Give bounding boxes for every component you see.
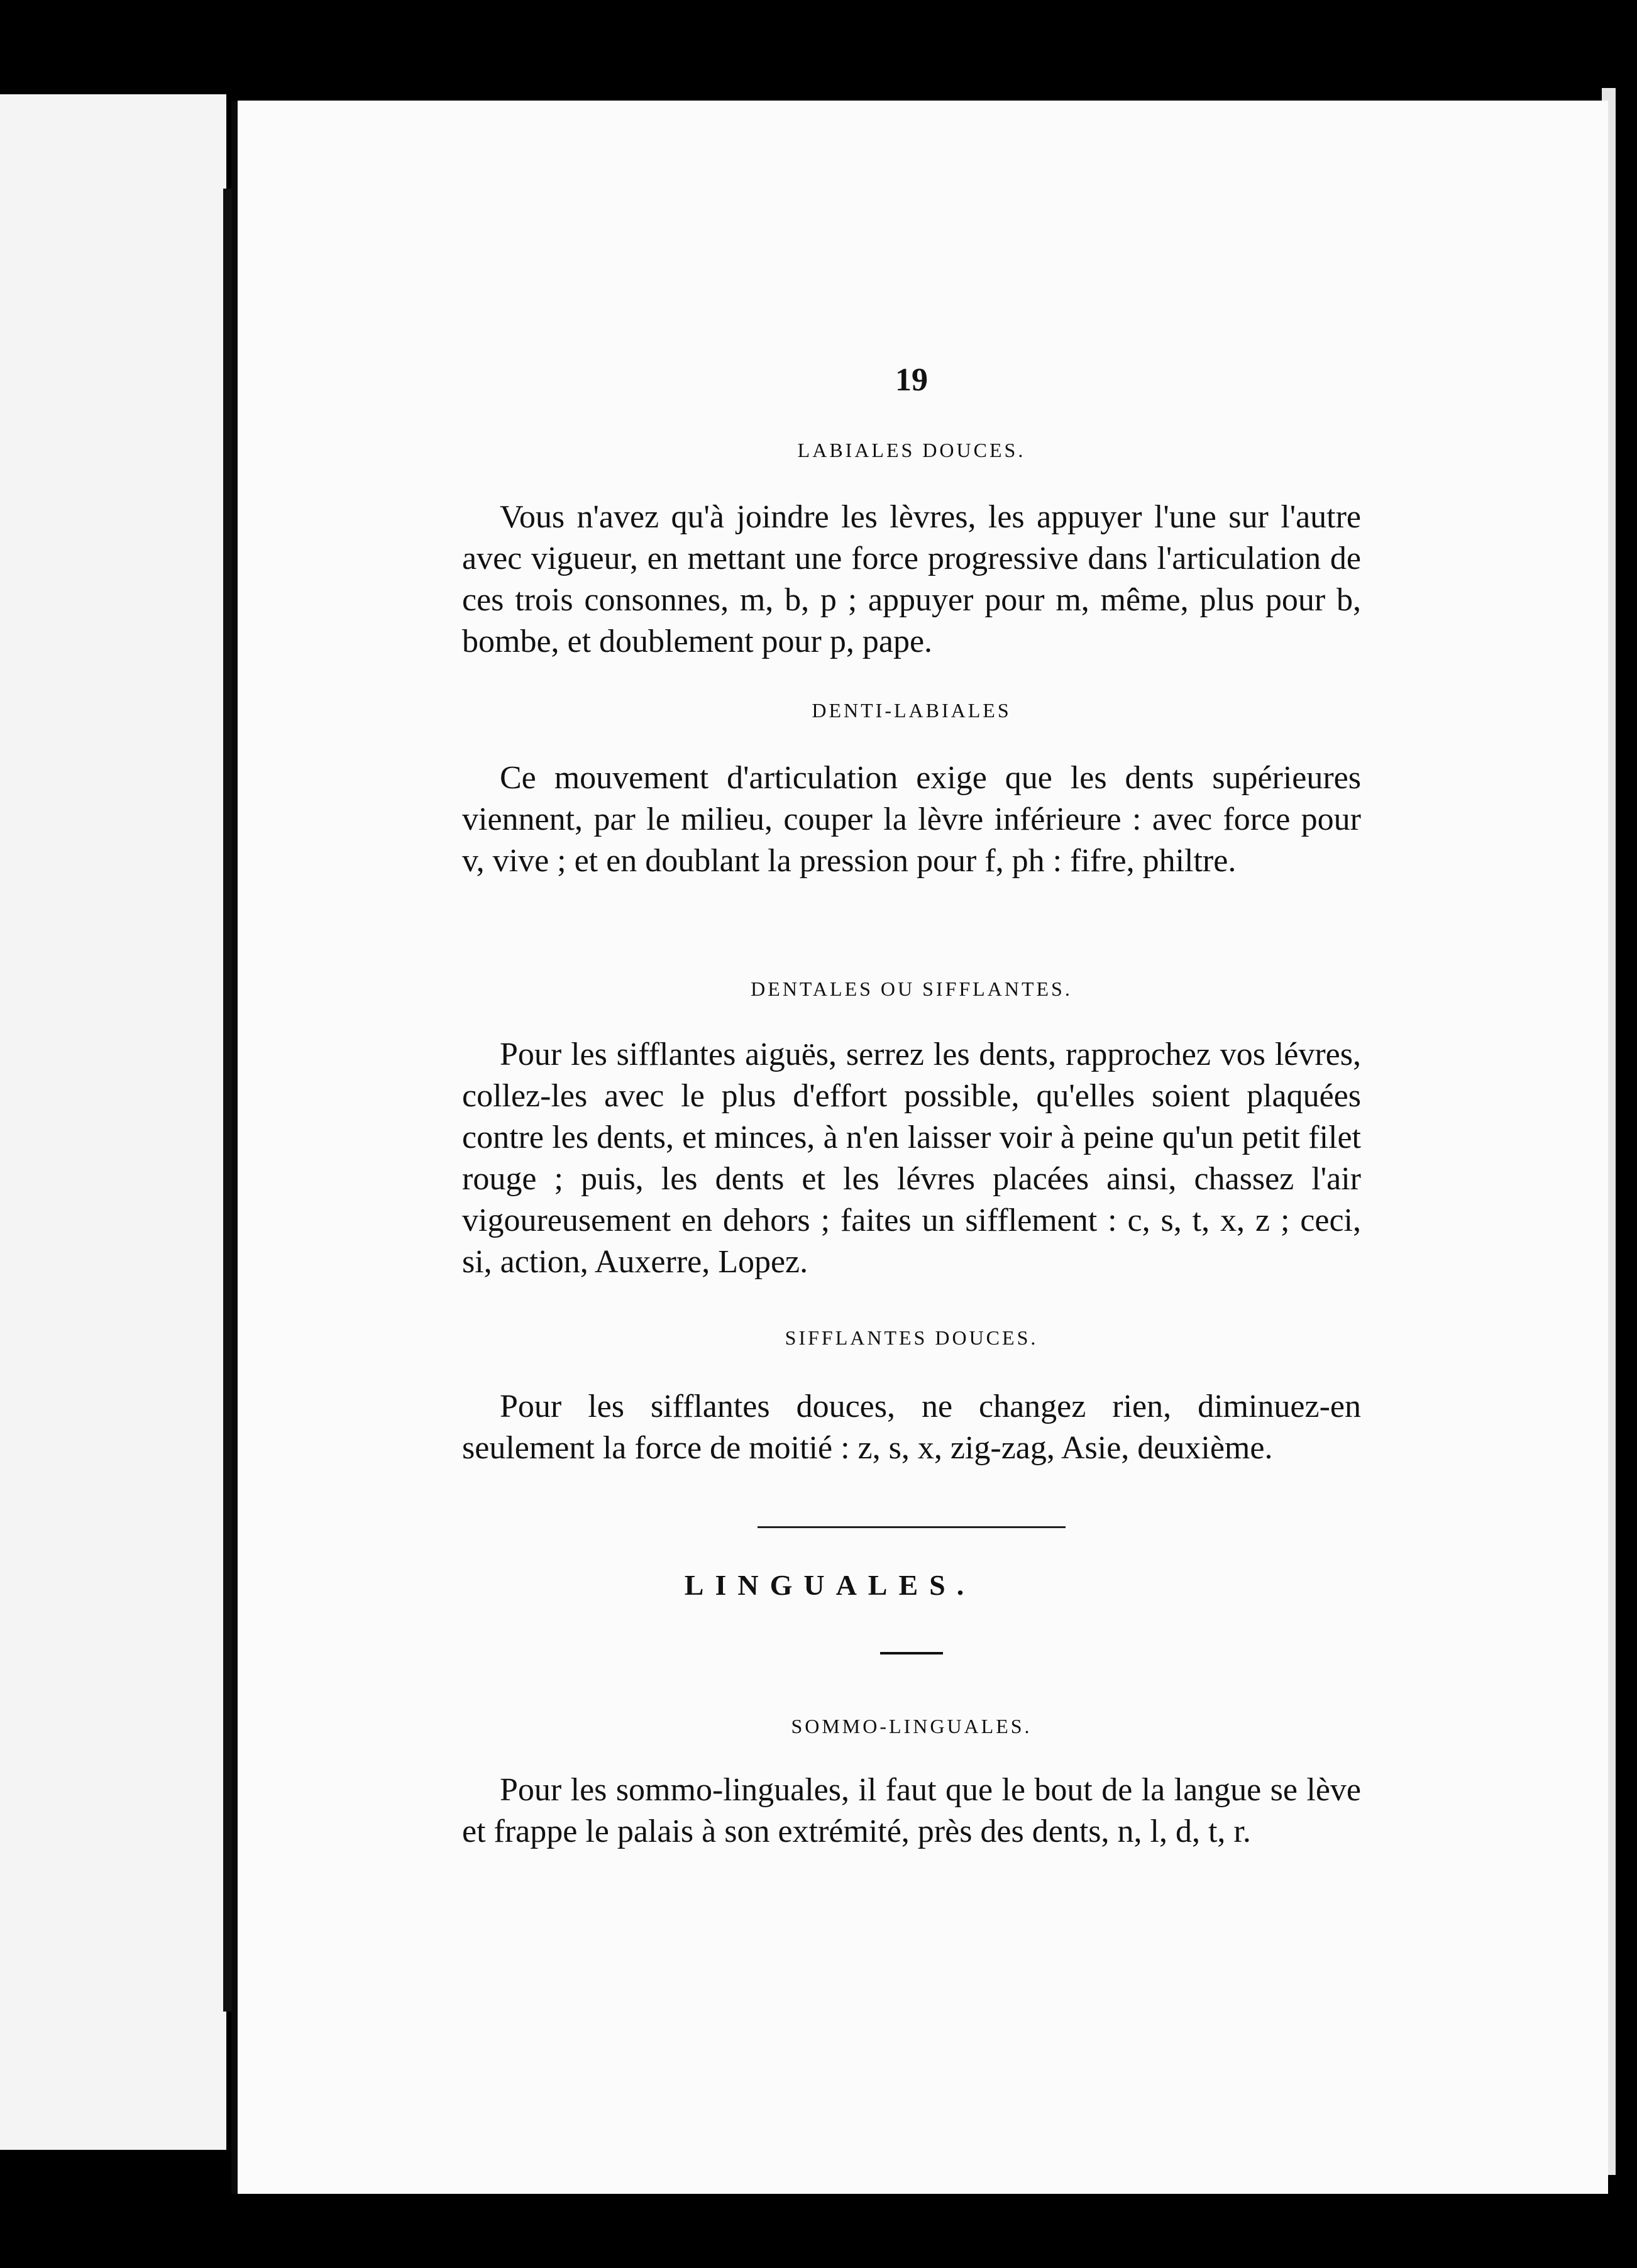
heading-sifflantes-douces: SIFFLANTES DOUCES. [785,1326,1039,1349]
chapter-title: LINGUALES. [684,1569,976,1601]
paragraph-dentales-ou-sifflantes: Pour les sifflantes aiguës, serrez les dents, rapprochez vos lévres, collez-les avec le plus d'effort possible, qu'elles soient plaquées contre les dents, et minces, à n'en laisser voir à peine qu'un petit filet rouge ; puis, les dents et les lévres placées ainsi, chassez l'air vigoureusement en dehors ; faites un sifflement : c, s, t, x, z ; ceci, si, action, Auxerre, Lopez. [462,1037,1361,1280]
divider-rule [758,1526,1066,1528]
title-underline [880,1652,943,1654]
heading-denti-labiales: DENTI-LABIALES [812,699,1011,722]
page-number: 19 [895,362,928,398]
heading-sommo-linguales: SOMMO-LINGUALES. [791,1715,1032,1737]
binding-spine [223,189,232,2012]
heading-dentales-ou-sifflantes: DENTALES OU SIFFLANTES. [751,977,1072,1000]
facing-page-edge [0,94,226,2150]
paragraph-labiales-douces: Vous n'avez qu'à joindre les lèvres, les appuyer l'une sur l'autre avec vigueur, en mettant une force progressive dans l'articulation de ces trois consonnes, m, b, p ; appuyer pour m, même, plus pour b, bombe, et doublement pour p, pape. [462,499,1361,659]
heading-labiales-douces: LABIALES DOUCES. [797,439,1026,461]
paragraph-sommo-linguales: Pour les sommo-linguales, il faut que le bout de la langue se lève et frappe le palais à son extrémité, près des dents, n, l, d, t, r. [462,1772,1361,1849]
paragraph-sifflantes-douces: Pour les sifflantes douces, ne changez rien, diminuez-en seulement la force de moitié : z, s, x, zig-zag, Asie, deuxième. [462,1389,1361,1466]
paragraph-denti-labiales: Ce mouvement d'articulation exige que les dents supérieures viennent, par le milieu, couper la lèvre inférieure : avec force pour v, vive ; et en doublant la pression pour f, ph : fifre, philtre. [462,760,1361,879]
